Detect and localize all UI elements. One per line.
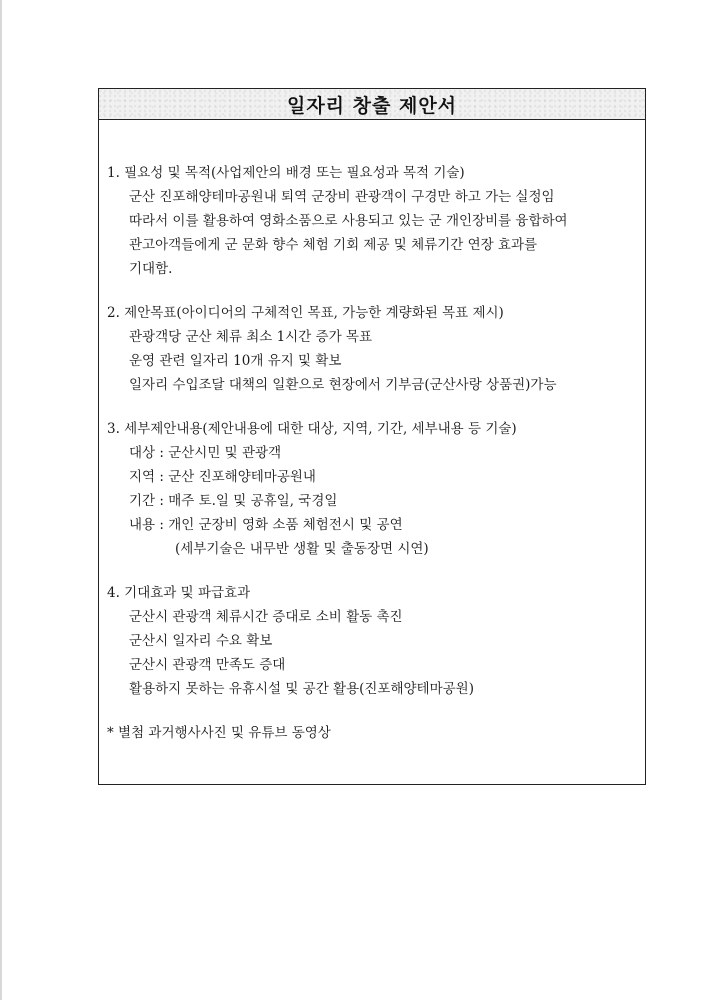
section-line: 관광객당 군산 체류 최소 1시간 증가 목표: [129, 329, 372, 345]
section-line: 대상 : 군산시민 및 관광객: [129, 445, 282, 461]
section-heading: 3. 세부제안내용(제안내용에 대한 대상, 지역, 기간, 세부내용 등 기술): [107, 421, 517, 437]
section-line: 운영 관련 일자리 10개 유지 및 확보: [129, 353, 342, 369]
section-details: [107, 417, 637, 561]
section-effects: [107, 581, 637, 701]
section-line: 군산시 일자리 수요 확보: [129, 633, 273, 649]
section-line: 따라서 이를 활용하여 영화소품으로 사용되고 있는 군 개인장비를 융합하여: [129, 213, 568, 229]
scan-edge: [0, 0, 2, 1000]
section-line: 관고아객들에게 군 문화 향수 체험 기회 제공 및 체류기간 연장 효과를: [129, 237, 538, 253]
section-line: 기간 : 매주 토.일 및 공휴일, 국경일: [129, 493, 338, 509]
section-line: 내용 : 개인 군장비 영화 소품 체험전시 및 공연: [129, 517, 403, 533]
section-line: 기대함.: [129, 261, 173, 277]
section-heading: 1. 필요성 및 목적(사업제안의 배경 또는 필요성과 목적 기술): [107, 165, 465, 181]
attachment-note: * 별첨 과거행사사진 및 유튜브 동영상: [107, 725, 331, 741]
section-line: 일자리 수입조달 대책의 일환으로 현장에서 기부금(군산사랑 상품권)가능: [129, 377, 557, 393]
document-body: [107, 161, 637, 745]
section-line: 군산시 관광객 체류시간 증대로 소비 활동 촉진: [129, 609, 403, 625]
section-line: 활용하지 못하는 유휴시설 및 공간 활용(진포해양테마공원): [129, 681, 474, 697]
section-heading: 4. 기대효과 및 파급효과: [107, 585, 251, 601]
section-heading: 2. 제안목표(아이디어의 구체적인 목표, 가능한 계량화된 목표 제시): [107, 305, 504, 321]
section-line: 군산 진포해양테마공원내 퇴역 군장비 관광객이 구경만 하고 가는 실정임: [129, 189, 555, 205]
section-line: 군산시 관광객 만족도 증대: [129, 657, 286, 673]
section-necessity: [107, 161, 637, 281]
title-band: [99, 89, 645, 120]
section-goals: [107, 301, 637, 397]
document-title: 일자리 창출 제안서: [286, 94, 458, 117]
proposal-form-box: [98, 88, 646, 785]
section-subline: (세부기술은 내무반 생활 및 출동장면 시연): [175, 541, 429, 557]
section-line: 지역 : 군산 진포해양테마공원내: [129, 469, 316, 485]
